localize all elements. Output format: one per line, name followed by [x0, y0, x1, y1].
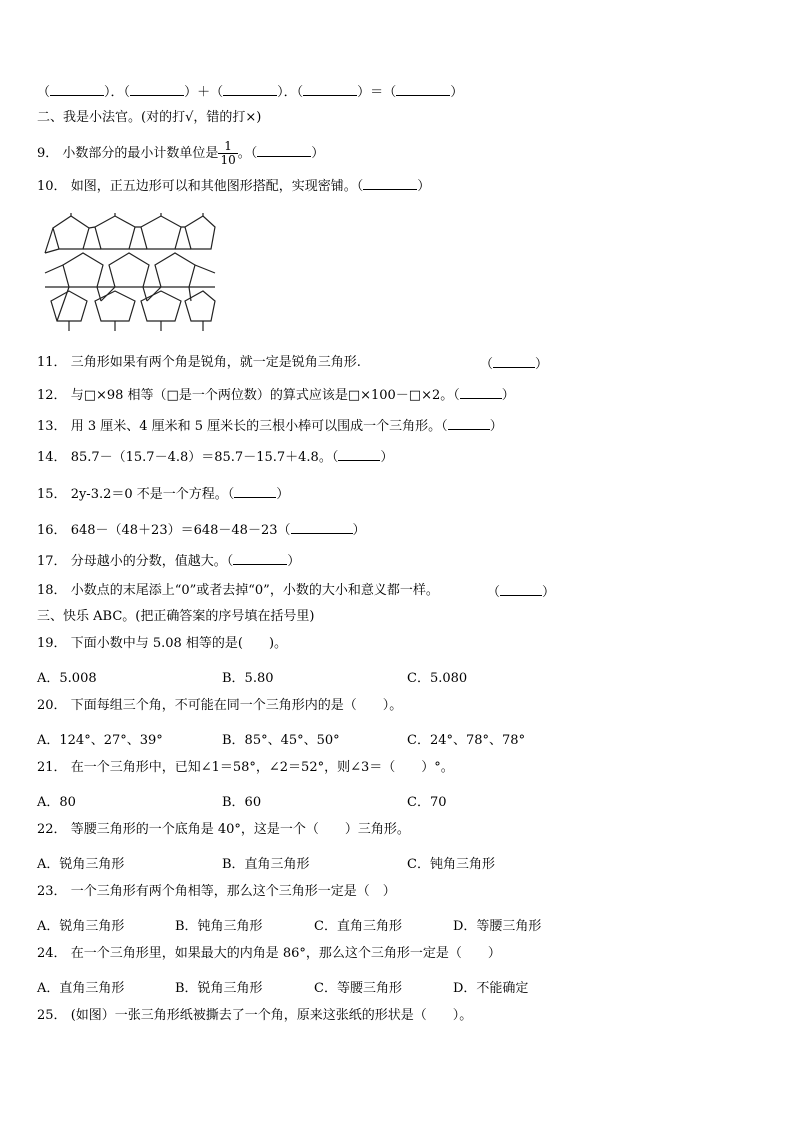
question-number: 24．: [37, 946, 67, 961]
option-c[interactable]: C．5.080: [407, 671, 468, 686]
answer-blank[interactable]: [500, 583, 542, 596]
pentagon-shape: [141, 216, 181, 249]
question-text: 648－（48＋23）＝648－48－23: [70, 523, 278, 538]
question-20: [37, 698, 402, 714]
question-21: [37, 760, 454, 776]
answer-blank[interactable]: [291, 521, 353, 534]
question-text: 下面每组三个角，不可能在同一个三角形内的是（ ）。: [70, 698, 403, 713]
question-number: 16．: [37, 523, 67, 538]
pentagon-shape: [185, 291, 215, 321]
plus-symbol: ＋: [197, 85, 211, 100]
q8-answer-line: （ ）．（ ）＋（ ）．（ ）＝（ ）: [37, 85, 464, 100]
answer-blank[interactable]: [257, 144, 311, 157]
question-text: 三角形如果有两个角是锐角，就一定是锐角三角形.: [70, 355, 361, 370]
question-text: 小数点的末尾添上“0”或者去掉“0”，小数的大小和意义都一样。: [70, 583, 439, 598]
question-11: [37, 355, 361, 371]
section-2-title: 二、我是小法官。(对的打√，错的打×): [37, 110, 262, 125]
answer-blank[interactable]: [448, 417, 490, 430]
answer-blank[interactable]: [130, 83, 184, 96]
q18-answer: （ ）: [487, 585, 556, 600]
option-a[interactable]: A．124°、27°、39°: [37, 733, 163, 748]
option-a[interactable]: A．80: [37, 795, 76, 810]
question-number: 9．: [37, 146, 59, 161]
question-17: 17． 分母越小的分数，值越大。（ ）: [37, 554, 301, 569]
question-text: 与□×98 相等（□是一个两位数）的算式应该是□×100－□×2。: [70, 388, 454, 403]
option-a[interactable]: A．锐角三角形: [37, 857, 125, 872]
question-14: 14． 85.7－（15.7－4.8）＝85.7－15.7＋4.8。（ ）: [37, 450, 394, 465]
pentagon-shape: [141, 291, 181, 321]
option-b[interactable]: B．锐角三角形: [175, 981, 263, 996]
question-number: 13．: [37, 419, 67, 434]
question-10: 10． 如图，正五边形可以和其他图形搭配，实现密铺。（ ）: [37, 179, 431, 194]
pentagon-shape: [63, 253, 103, 287]
option-d[interactable]: D．不能确定: [453, 981, 529, 996]
option-a[interactable]: A．锐角三角形: [37, 919, 125, 934]
pentagon-shape: [185, 216, 215, 249]
question-number: 21．: [37, 760, 67, 775]
question-text: 在一个三角形里，如果最大的内角是 86°，那么这个三角形一定是（ ）: [70, 946, 501, 961]
question-number: 18．: [37, 583, 67, 598]
question-number: 20．: [37, 698, 67, 713]
option-b[interactable]: B．直角三角形: [222, 857, 310, 872]
option-c[interactable]: C．等腰三角形: [314, 981, 402, 996]
question-number: 14．: [37, 450, 67, 465]
pentagon-shape: [155, 253, 195, 287]
question-number: 17．: [37, 554, 67, 569]
tessellation-gaps: [45, 213, 215, 331]
pentagon-shape: [95, 291, 135, 321]
pentagon-shape: [109, 253, 149, 287]
answer-blank[interactable]: [338, 448, 380, 461]
question-text: 用 3 厘米、4 厘米和 5 厘米长的三根小棒可以围成一个三角形。: [70, 419, 442, 434]
option-c[interactable]: C．24°、78°、78°: [407, 733, 526, 748]
answer-blank[interactable]: [493, 355, 535, 368]
question-22: [37, 822, 410, 838]
dot-symbol: ．: [283, 85, 297, 100]
section-3-title: 三、快乐 ABC。(把正确答案的序号填在括号里): [37, 609, 315, 624]
pentagon-shape: [53, 216, 89, 249]
question-text: (如图）一张三角形纸被撕去了一个角，原来这张纸的形状是（ ）。: [70, 1008, 473, 1023]
question-text: 85.7－（15.7－4.8）＝85.7－15.7＋4.8。: [70, 450, 332, 465]
pentagon-tessellation-figure: [43, 213, 218, 333]
answer-blank[interactable]: [50, 83, 104, 96]
fraction: [218, 140, 237, 167]
option-b[interactable]: B．5.80: [222, 671, 274, 686]
question-15: 15． 2y-3.2＝0 不是一个方程。（ ）: [37, 487, 290, 502]
option-c[interactable]: C．钝角三角形: [407, 857, 495, 872]
question-text: 在一个三角形中，已知∠1＝58°，∠2＝52°，则∠3＝（ ）°。: [70, 760, 454, 775]
question-number: 11．: [37, 355, 67, 370]
answer-blank[interactable]: [460, 386, 502, 399]
answer-blank[interactable]: [363, 177, 417, 190]
question-12: 12． 与□×98 相等（□是一个两位数）的算式应该是□×100－□×2。（ ）: [37, 388, 515, 403]
question-text: 下面小数中与 5.08 相等的是( )。: [70, 636, 288, 651]
question-18: [37, 583, 439, 599]
option-b[interactable]: B．60: [222, 795, 262, 810]
question-number: 19．: [37, 636, 67, 651]
question-text: 小数部分的最小计数单位是: [62, 146, 219, 161]
equals-symbol: ＝: [370, 85, 384, 100]
fraction-denominator: 10: [220, 153, 236, 167]
question-number: 12．: [37, 388, 67, 403]
question-9: 9． 小数部分的最小计数单位是 $\frac{1}{10}$ 。（ ）: [37, 139, 325, 167]
question-number: 10．: [37, 179, 67, 194]
q11-answer: （ ）: [480, 357, 549, 372]
option-c[interactable]: C．70: [407, 795, 447, 810]
question-text: 如图，正五边形可以和其他图形搭配，实现密铺。: [70, 179, 357, 194]
question-text: 2y-3.2＝0 不是一个方程。: [70, 487, 228, 502]
question-number: 23．: [37, 884, 67, 899]
fraction-numerator: 1: [218, 140, 237, 154]
question-16: 16． 648－（48＋23）＝648－48－23（ ）: [37, 523, 366, 538]
question-23: [37, 884, 396, 900]
question-text: 分母越小的分数，值越大。: [70, 554, 227, 569]
answer-blank[interactable]: [233, 552, 287, 565]
question-19: [37, 636, 287, 652]
question-text: 。: [237, 146, 251, 161]
question-number: 25．: [37, 1008, 67, 1023]
question-number: 15．: [37, 487, 67, 502]
option-b[interactable]: B．钝角三角形: [175, 919, 263, 934]
option-a[interactable]: A．直角三角形: [37, 981, 125, 996]
answer-blank[interactable]: [303, 83, 357, 96]
option-a[interactable]: A．5.008: [37, 671, 97, 686]
answer-blank[interactable]: [396, 83, 450, 96]
dot-symbol: ．: [110, 85, 124, 100]
question-25: [37, 1008, 472, 1024]
option-c[interactable]: C．直角三角形: [314, 919, 402, 934]
pentagon-shape: [51, 291, 87, 321]
question-text: 等腰三角形的一个底角是 40°，这是一个（ ）三角形。: [70, 822, 410, 837]
answer-blank[interactable]: [234, 485, 276, 498]
question-number: 22．: [37, 822, 67, 837]
question-24: [37, 946, 501, 962]
option-d[interactable]: D．等腰三角形: [453, 919, 542, 934]
question-13: 13． 用 3 厘米、4 厘米和 5 厘米长的三根小棒可以围成一个三角形。（ ）: [37, 419, 503, 434]
option-b[interactable]: B．85°、45°、50°: [222, 733, 340, 748]
answer-blank[interactable]: [223, 83, 277, 96]
question-text: 一个三角形有两个角相等，那么这个三角形一定是（ ）: [70, 884, 396, 899]
pentagon-shape: [95, 216, 135, 249]
